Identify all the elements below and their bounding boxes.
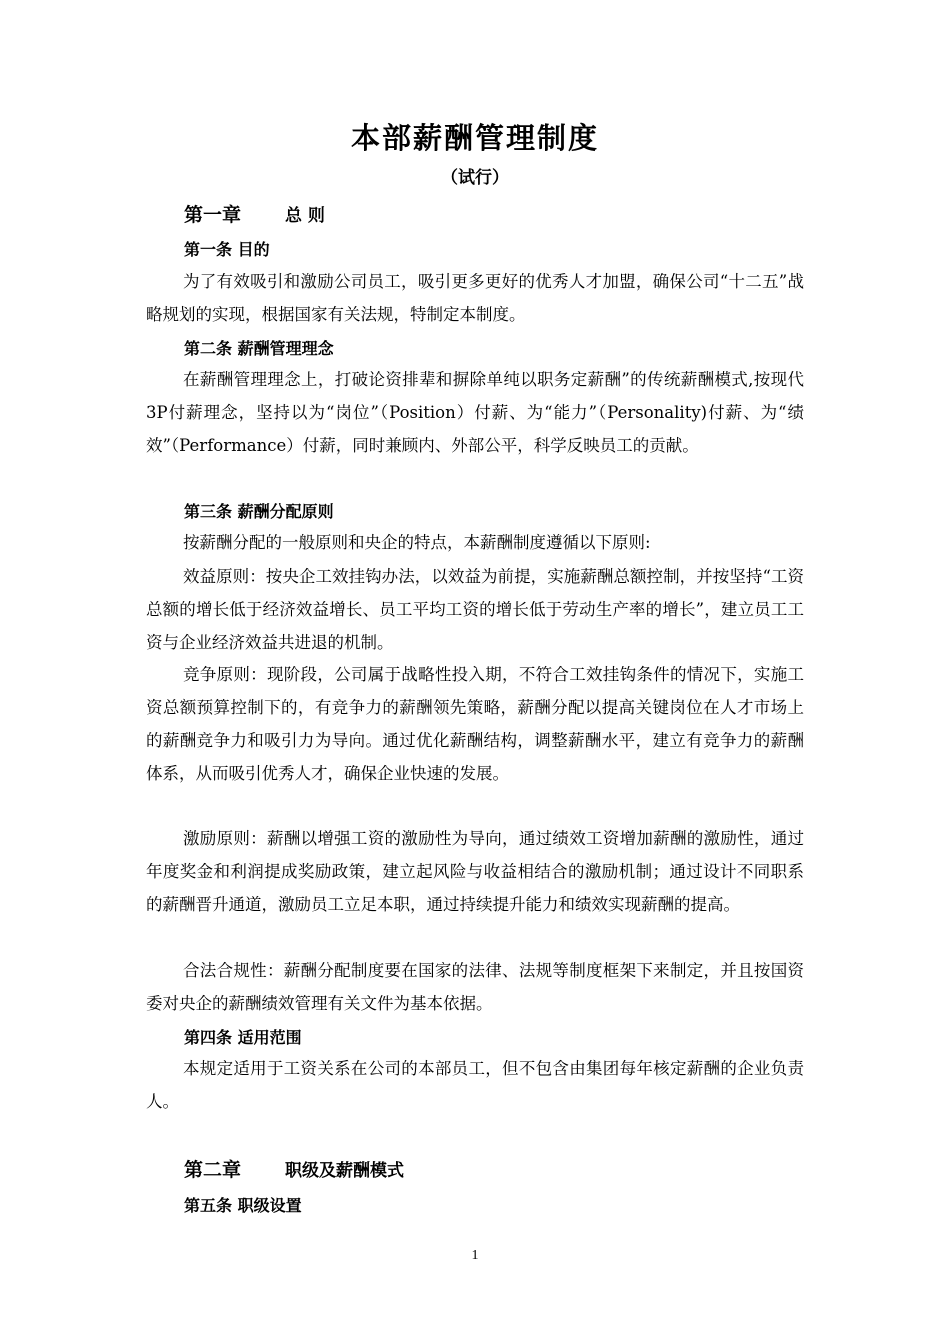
- article-3-paragraph-incentive: 激励原则：薪酬以增强工资的激励性为导向，通过绩效工资增加薪酬的激励性，通过年度奖金和利润提成奖励政策，建立起风险与收益相结合的激励机制；通过设计不同职系的薪酬晋升通道，激励员工立足本职，通过持续提升能力和绩效实现薪酬的提高。: [146, 829, 804, 914]
- chapter-1-label: 第一章: [184, 204, 242, 226]
- page-number: 1: [471, 1248, 479, 1263]
- article-4-paragraph: 本规定适用于工资关系在公司的本部员工，但不包含由集团每年核定薪酬的企业负责人。: [146, 1059, 804, 1111]
- document-title: 本部薪酬管理制度: [350, 121, 599, 155]
- article-3-paragraph-intro: 按薪酬分配的一般原则和央企的特点，本薪酬制度遵循以下原则:: [183, 533, 651, 552]
- article-5-heading: 第五条 职级设置: [184, 1196, 302, 1215]
- chapter-2-heading: [184, 1155, 404, 1182]
- article-3-paragraph-compliance: 合法合规性：薪酬分配制度要在国家的法律、法规等制度框架下来制定，并且按国资委对央企的薪酬绩效管理有关文件为基本依据。: [146, 961, 804, 1013]
- article-3-paragraph-efficiency: 效益原则：按央企工效挂钩办法，以效益为前提，实施薪酬总额控制，并按坚持“工资总额的增长低于经济效益增长、员工平均工资的增长低于劳动生产率的增长”，建立员工工资与企业经济效益共进退的机制。: [146, 567, 804, 652]
- document-subtitle: （试行）: [441, 168, 509, 188]
- chapter-2-name: 职级及薪酬模式: [285, 1161, 405, 1181]
- article-2-heading: 第二条 薪酬管理理念: [184, 339, 334, 358]
- article-2-paragraph: 在薪酬管理理念上，打破论资排辈和摒除单纯以职务定薪酬”的传统薪酬模式,按现代3P付薪理念，坚持以为“岗位”（Position）付薪、为“能力”（Personality)付薪、为“绩效”（Performance）付薪，同时兼顾内、外部公平，科学反映员工的贡献。: [146, 370, 804, 455]
- chapter-2-label: 第二章: [184, 1159, 242, 1181]
- article-1-paragraph: 为了有效吸引和激励公司员工，吸引更多更好的优秀人才加盟，确保公司“十二五”战略规划的实现，根据国家有关法规，特制定本制度。: [146, 272, 804, 324]
- chapter-1-name: 总 则: [285, 206, 325, 226]
- article-4-heading: 第四条 适用范围: [184, 1028, 302, 1047]
- article-1-heading: 第一条 目的: [184, 240, 270, 259]
- article-3-paragraph-competition: 竞争原则：现阶段，公司属于战略性投入期，不符合工效挂钩条件的情况下，实施工资总额预算控制下的，有竞争力的薪酬领先策略，薪酬分配以提高关键岗位在人才市场上的薪酬竞争力和吸引力为导向。通过优化薪酬结构，调整薪酬水平，建立有竞争力的薪酬体系，从而吸引优秀人才，确保企业快速的发展。: [146, 665, 804, 783]
- article-3-heading: 第三条 薪酬分配原则: [184, 502, 334, 521]
- chapter-1-heading: [184, 200, 325, 227]
